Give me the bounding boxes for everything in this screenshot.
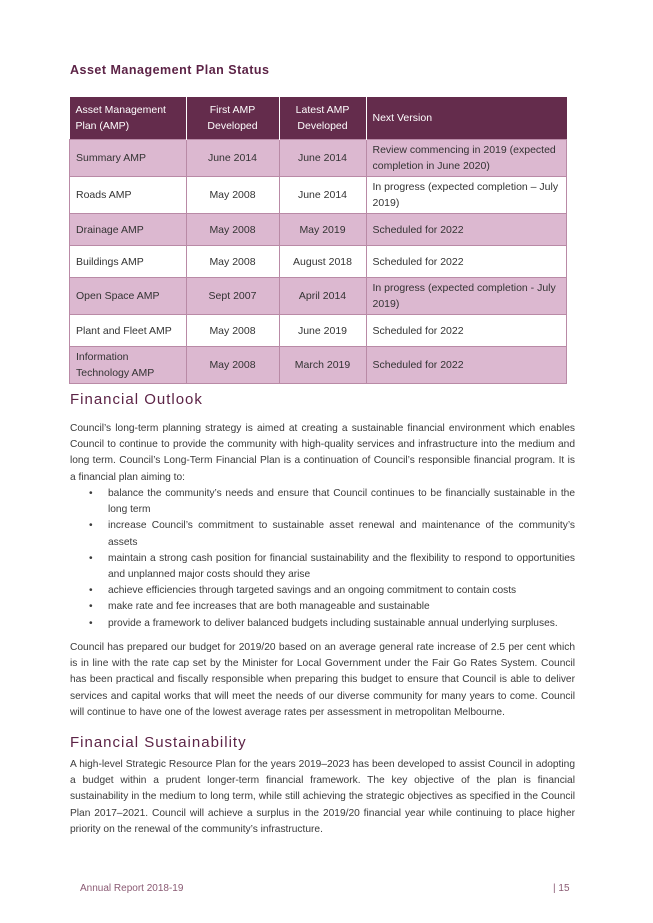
list-item: • balance the community’s needs and ensure that Council continues to be financially sustainable in the long term <box>89 488 575 516</box>
table-row <box>70 177 567 214</box>
bullet-icon: • <box>89 617 93 629</box>
financial-sustainability-paragraph: A high-level Strategic Resource Plan for the years 2019–2023 has been developed to assist Council in adopting a budget within a prudent longer-term financial framework. The key objective of the plan is financial sustainability in the medium to long term, while still achieving the strategic objectives as specified in the Council Plan 2017–2021. Council will achieve a surplus in the 2019/20 financial year while continuing to place higher priority on the renewal of the community’s infrastructure. <box>70 759 575 835</box>
financial-outlook-heading: Financial Outlook <box>70 391 203 408</box>
financial-plan-aims-list <box>70 486 575 632</box>
cell-latest: June 2014 <box>279 177 366 214</box>
table-row <box>70 347 567 384</box>
cell-plan: Roads AMP <box>70 177 187 214</box>
cell-latest: March 2019 <box>279 347 366 384</box>
cell-next: Review commencing in 2019 (expected completion in June 2020) <box>366 140 567 177</box>
footer-report-title: Annual Report 2018-19 <box>80 883 184 894</box>
cell-plan: Summary AMP <box>70 140 187 177</box>
column-header-next: Next Version <box>366 97 567 140</box>
cell-plan: Drainage AMP <box>70 214 187 246</box>
cell-latest: May 2019 <box>279 214 366 246</box>
financial-sustainability-heading: Financial Sustainability <box>70 734 247 751</box>
cell-latest: August 2018 <box>279 246 366 278</box>
list-item: • provide a framework to deliver balanced budgets including sustainable annual underlying surpluses. <box>70 616 575 632</box>
cell-latest: June 2019 <box>279 315 366 347</box>
list-item: • make rate and fee increases that are both manageable and sustainable <box>70 599 575 615</box>
cell-next: Scheduled for 2022 <box>366 246 567 278</box>
cell-next: Scheduled for 2022 <box>366 315 567 347</box>
bullet-icon: • <box>89 520 93 532</box>
table-row <box>70 214 567 246</box>
footer-page-number: | 15 <box>553 883 570 894</box>
cell-next: Scheduled for 2022 <box>366 347 567 384</box>
cell-latest: June 2014 <box>279 140 366 177</box>
cell-latest: April 2014 <box>279 278 366 315</box>
amp-status-heading: Asset Management Plan Status <box>70 63 270 77</box>
cell-first: May 2008 <box>186 177 279 214</box>
table-row <box>70 246 567 278</box>
bullet-icon: • <box>89 552 93 564</box>
list-item: • achieve efficiencies through targeted savings and an ongoing commitment to contain costs <box>70 583 575 599</box>
cell-first: Sept 2007 <box>186 278 279 315</box>
cell-next: In progress (expected completion - July 2019) <box>366 278 567 315</box>
cell-plan: Buildings AMP <box>70 246 187 278</box>
column-header-first: First AMP Developed <box>186 97 279 140</box>
list-item: • increase Council’s commitment to sustainable asset renewal and maintenance of the community’s assets <box>89 520 575 548</box>
financial-outlook-intro: Council’s long-term planning strategy is aimed at creating a sustainable financial environment which enables Council to continue to provide the community with high-quality services and infrastructure into the medium and long term. Council’s Long-Term Financial Plan is a continuation of Council’s responsible financial program. It is a financial plan aiming to: <box>70 423 575 483</box>
cell-first: May 2008 <box>186 315 279 347</box>
cell-first: May 2008 <box>186 214 279 246</box>
column-header-plan: Asset Management Plan (AMP) <box>70 97 187 140</box>
budget-paragraph: Council has prepared our budget for 2019/20 based on an average general rate increase of 2.5 per cent which is in line with the rate cap set by the Minister for Local Government under the Fair Go Rates System. Council has been practical and fiscally responsible when preparing this budget to ensure that Council is able to deliver services and capital works that will meet the needs of our diverse community for many years to come. Council will continue to have one of the lowest average rates per assessment in metropolitan Melbourne. <box>70 642 575 718</box>
column-header-latest: Latest AMP Developed <box>279 97 366 140</box>
list-item: • maintain a strong cash position for financial sustainability and the flexibility to respond to opportunities and unplanned major costs should they arise <box>89 552 575 581</box>
cell-first: June 2014 <box>186 140 279 177</box>
cell-plan: Information Technology AMP <box>70 347 187 384</box>
cell-plan: Open Space AMP <box>70 278 187 315</box>
bullet-icon: • <box>89 585 93 597</box>
amp-status-table <box>69 97 567 384</box>
table-row <box>70 278 567 315</box>
table-header-row <box>70 97 567 140</box>
table-row <box>70 140 567 177</box>
cell-first: May 2008 <box>186 246 279 278</box>
cell-first: May 2008 <box>186 347 279 384</box>
cell-next: Scheduled for 2022 <box>366 214 567 246</box>
table-row <box>70 315 567 347</box>
bullet-icon: • <box>89 601 93 613</box>
cell-next: In progress (expected completion – July 2019) <box>366 177 567 214</box>
cell-plan: Plant and Fleet AMP <box>70 315 187 347</box>
bullet-icon: • <box>89 488 93 499</box>
